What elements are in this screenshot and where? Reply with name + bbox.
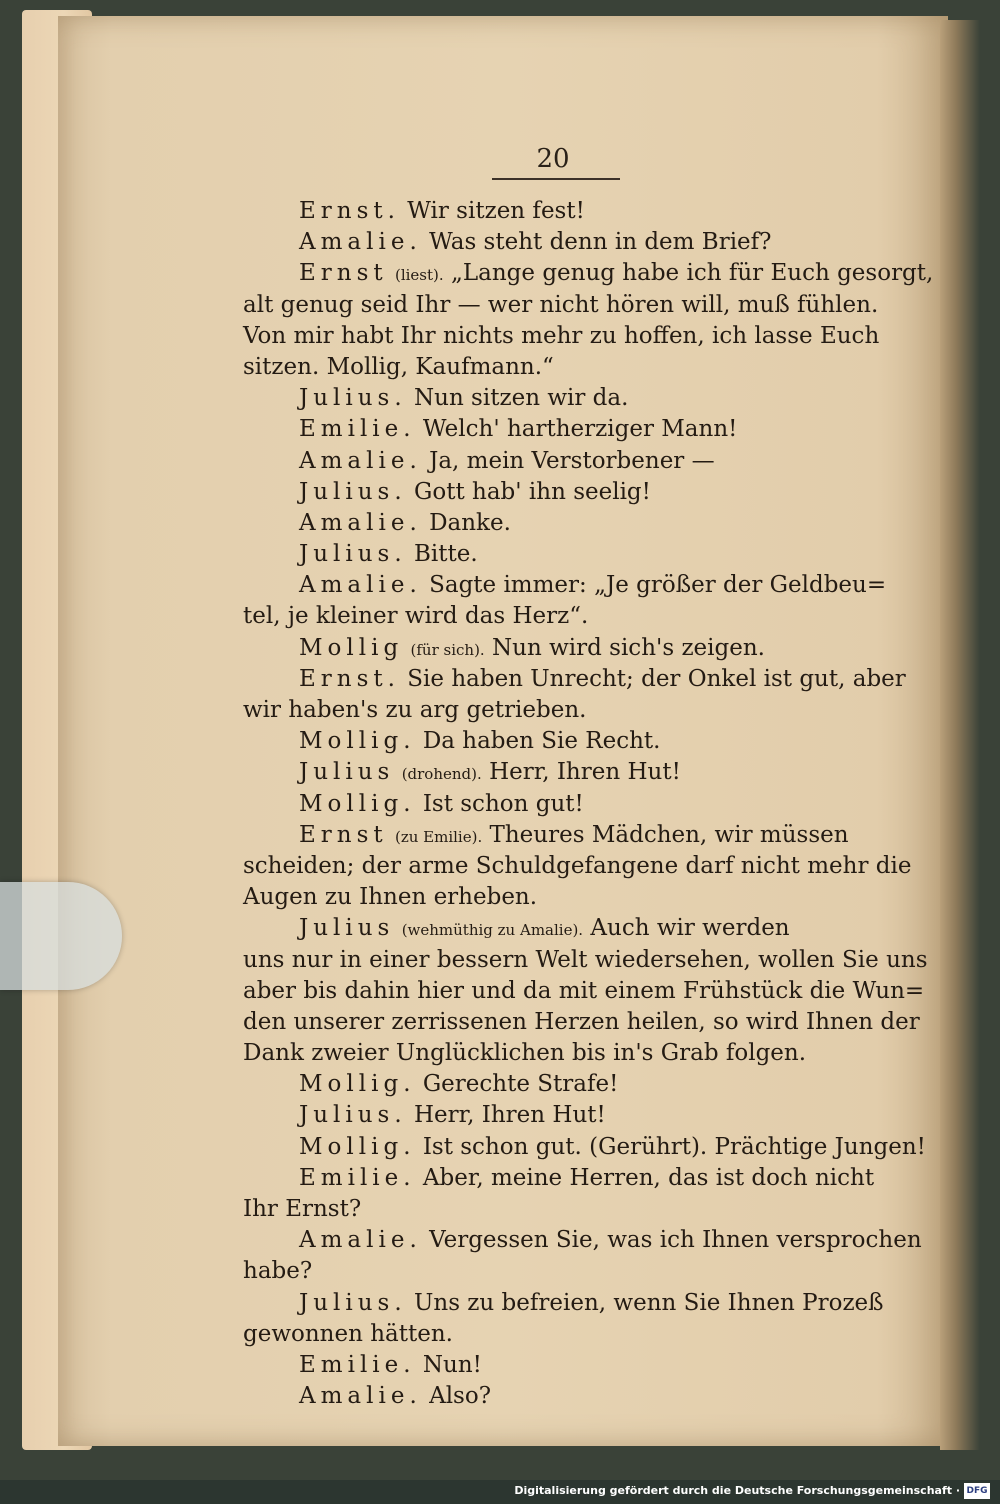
- line-text: Vergessen Sie, was ich Ihnen versprochen: [429, 1227, 922, 1254]
- text-line: [243, 1288, 884, 1319]
- speaker-name: Julius.: [299, 541, 407, 568]
- line-text: aber bis dahin hier und da mit einem Frühstück die Wun=: [243, 977, 925, 1004]
- text-line: [243, 477, 880, 508]
- line-text: alt genug seid Ihr — wer nicht hören will, muß fühlen.: [243, 291, 879, 318]
- play-text: [243, 196, 934, 1412]
- text-line: [243, 1319, 880, 1350]
- line-text: scheiden; der arme Schuldgefangene darf nicht mehr die: [243, 852, 912, 879]
- speaker-name: Mollig.: [299, 1071, 416, 1098]
- text-line: [243, 976, 925, 1007]
- line-text: Danke.: [429, 509, 511, 536]
- line-text: Auch wir werden: [590, 915, 790, 942]
- line-text: Was steht denn in dem Brief?: [429, 229, 772, 256]
- stage-direction: (drohend).: [401, 765, 482, 784]
- line-text: Von mir habt Ihr nichts mehr zu hoffen, ich lasse Euch: [243, 322, 880, 349]
- line-text: Welch' hartherziger Mann!: [422, 416, 738, 443]
- speaker-name: Julius.: [299, 1102, 407, 1129]
- line-text: Ist schon gut!: [422, 790, 584, 817]
- speaker-name: Amalie.: [299, 572, 422, 599]
- dfg-logo: DFG: [964, 1483, 990, 1499]
- text-line: [243, 1194, 880, 1225]
- line-text: Da haben Sie Recht.: [422, 728, 661, 755]
- line-text: „Lange genug habe ich für Euch gesorgt,: [450, 260, 934, 287]
- speaker-name: Amalie.: [299, 229, 422, 256]
- speaker-name: Emilie.: [299, 416, 416, 443]
- text-line: [243, 1100, 880, 1131]
- line-text: wir haben's zu arg getrieben.: [243, 697, 587, 723]
- text-line: [243, 258, 934, 289]
- text-line: [243, 851, 912, 882]
- text-line: [243, 1069, 880, 1100]
- text-line: [243, 913, 880, 944]
- line-text: Gerechte Strafe!: [422, 1071, 619, 1098]
- text-line: [243, 446, 880, 477]
- speaker-name: Julius.: [299, 1289, 407, 1316]
- line-text: Ist schon gut. (Gerührt). Prächtige Jungen!: [422, 1133, 926, 1160]
- line-text: den unserer zerrissenen Herzen heilen, so wird Ihnen der: [243, 1008, 920, 1035]
- speaker-name: Julius: [299, 759, 395, 786]
- speaker-name: Mollig: [299, 634, 404, 661]
- speaker-name: Ernst: [299, 821, 388, 848]
- speaker-name: Mollig.: [299, 790, 416, 817]
- text-line: [243, 633, 880, 664]
- funding-notice: Digitalisierung gefördert durch die Deutsche Forschungsgemeinschaft ·: [514, 1484, 960, 1497]
- page-number: 20: [536, 144, 570, 174]
- text-line: [243, 882, 880, 913]
- stage-direction: (liest).: [394, 266, 444, 285]
- line-text: Ihr Ernst?: [243, 1196, 362, 1222]
- text-line: [243, 664, 906, 695]
- text-line: [243, 726, 880, 757]
- page-number-rule: [492, 178, 620, 180]
- line-text: uns nur in einer bessern Welt wiedersehen, wollen Sie uns: [243, 946, 928, 973]
- speaker-name: Amalie.: [299, 1383, 422, 1410]
- line-text: Ja, mein Verstorbener —: [429, 447, 715, 474]
- text-line: [243, 383, 880, 414]
- speaker-name: Amalie.: [299, 509, 422, 536]
- line-text: Sie haben Unrecht; der Onkel ist gut, aber: [407, 665, 906, 692]
- line-text: Aber, meine Herren, das ist doch nicht: [422, 1164, 875, 1191]
- line-text: habe?: [243, 1258, 313, 1285]
- text-line: [243, 1007, 920, 1038]
- stage-direction: (zu Emilie).: [394, 827, 483, 846]
- line-text: Wir sitzen fest!: [407, 198, 585, 224]
- text-line: [243, 539, 880, 570]
- line-text: Nun!: [422, 1351, 482, 1378]
- speaker-name: Ernst.: [299, 665, 400, 692]
- text-line: [243, 196, 880, 227]
- line-text: Uns zu befreien, wenn Sie Ihnen Prozeß: [414, 1289, 884, 1316]
- line-text: Gott hab' ihn seelig!: [414, 478, 651, 505]
- text-line: [243, 1381, 880, 1412]
- text-line: [243, 227, 880, 258]
- line-text: Nun wird sich's zeigen.: [492, 634, 765, 661]
- text-line: [243, 1038, 880, 1069]
- line-text: Sagte immer: „Je größer der Geldbeu=: [429, 572, 887, 599]
- text-line: [243, 570, 887, 601]
- text-line: [243, 695, 880, 726]
- text-line: [243, 820, 880, 851]
- speaker-name: Amalie.: [299, 447, 422, 474]
- text-line: [243, 290, 880, 321]
- text-line: [243, 1256, 880, 1287]
- text-line: [243, 321, 880, 352]
- speaker-name: Julius.: [299, 478, 407, 505]
- line-text: gewonnen hätten.: [243, 1320, 453, 1347]
- stage-direction: (wehmüthig zu Amalie).: [401, 921, 584, 940]
- line-text: Nun sitzen wir da.: [414, 385, 629, 412]
- line-text: sitzen. Mollig, Kaufmann.“: [243, 353, 554, 380]
- stage-direction: (für sich).: [410, 640, 485, 659]
- speaker-name: Julius.: [299, 385, 407, 412]
- speaker-name: Ernst.: [299, 198, 400, 224]
- text-line: [243, 1225, 922, 1256]
- line-text: Also?: [429, 1383, 492, 1410]
- book-spine-shadow: [940, 20, 980, 1450]
- text-line: [243, 414, 880, 445]
- line-text: Theures Mädchen, wir müssen: [489, 821, 849, 848]
- text-line: [243, 945, 928, 976]
- speaker-name: Julius: [299, 915, 395, 942]
- speaker-name: Emilie.: [299, 1164, 416, 1191]
- text-line: [243, 1350, 880, 1381]
- speaker-name: Amalie.: [299, 1227, 422, 1254]
- line-text: Dank zweier Unglücklichen bis in's Grab folgen.: [243, 1040, 807, 1067]
- line-text: Augen zu Ihnen erheben.: [243, 884, 538, 911]
- text-line: [243, 352, 880, 383]
- text-line: [243, 757, 880, 788]
- speaker-name: Mollig.: [299, 728, 416, 755]
- speaker-name: Ernst: [299, 260, 388, 287]
- line-text: Bitte.: [414, 541, 478, 568]
- scanner-clip: [0, 882, 122, 990]
- text-line: [243, 508, 880, 539]
- text-line: [243, 601, 880, 632]
- line-text: Herr, Ihren Hut!: [414, 1102, 606, 1129]
- line-text: Herr, Ihren Hut!: [489, 759, 681, 786]
- speaker-name: Mollig.: [299, 1133, 416, 1160]
- text-line: [243, 1132, 926, 1163]
- speaker-name: Emilie.: [299, 1351, 416, 1378]
- line-text: tel, je kleiner wird das Herz“.: [243, 603, 589, 630]
- text-line: [243, 789, 880, 820]
- text-line: [243, 1163, 880, 1194]
